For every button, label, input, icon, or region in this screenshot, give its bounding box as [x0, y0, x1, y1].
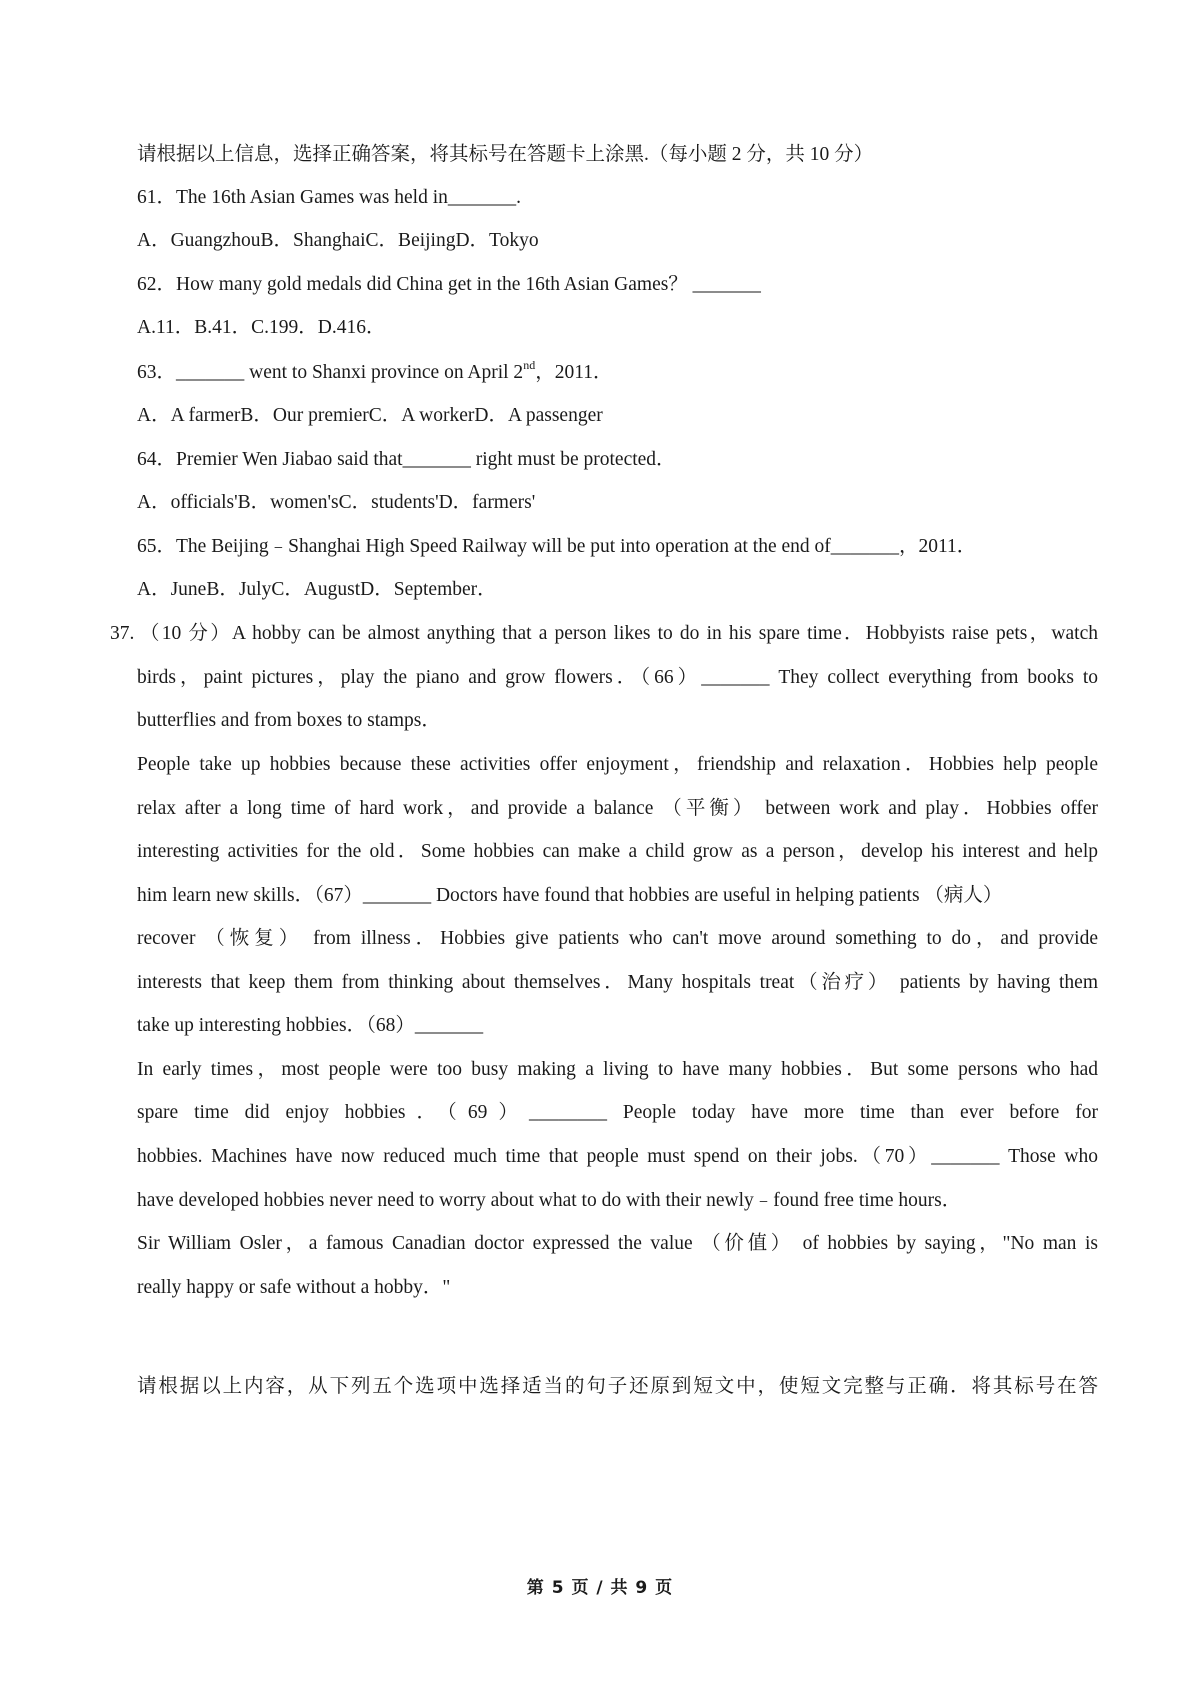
- question-63-stem: [137, 358, 613, 385]
- question-64-options: A．officials'B．women'sC．students'D．farmers': [137, 492, 536, 513]
- question-63-options: A．A farmerB．Our premierC．A workerD．A passenger: [137, 405, 603, 426]
- question-61-options: A．GuangzhouB．ShanghaiC．BeijingD．Tokyo: [137, 230, 539, 251]
- passage-line: Sir William Osler，a famous Canadian doctor expressed the value （价值） of hobbies by saying，"No man is: [137, 1233, 1098, 1254]
- passage-line: interesting activities for the old．Some hobbies can make a child grow as a person，develop his interest and help: [137, 841, 1098, 862]
- passage-line: him learn new skills．（67）_______ Doctors have found that hobbies are useful in helping patients （病人）: [137, 885, 1003, 906]
- passage-line: birds，paint pictures，play the piano and grow flowers．（66）_______ They collect everything from books to: [137, 667, 1098, 688]
- instruction-top: 请根据以上信息，选择正确答案，将其标号在答题卡上涂黑.（每小题 2 分，共 10 分）: [137, 144, 874, 165]
- question-62-stem: 62．How many gold medals did China get in the 16th Asian Games？ _______: [137, 274, 761, 295]
- passage-line: recover （恢复） from illness．Hobbies give patients who can't move around something to do，and provide: [137, 928, 1098, 949]
- question-63-superscript: nd: [523, 358, 536, 372]
- passage-line: relax after a long time of hard work，and provide a balance （平衡） between work and play．Hobbies offer: [137, 798, 1098, 819]
- question-63-stem-end: ，2011．: [535, 362, 613, 383]
- question-63-stem-text: 63．_______ went to Shanxi province on April 2: [137, 362, 524, 383]
- question-65-options: A．JuneB．JulyC．AugustD．September．: [137, 579, 497, 600]
- question-65-stem: 65．The Beijing﹣Shanghai High Speed Railway will be put into operation at the end of_______，2011．: [137, 536, 977, 557]
- passage-line: really happy or safe without a hobby．": [137, 1277, 451, 1298]
- instruction-bottom: 请根据以上内容，从下列五个选项中选择适当的句子还原到短文中，使短文完整与正确．将其标号在答: [137, 1376, 1098, 1397]
- passage-line: People take up hobbies because these activities offer enjoyment，friendship and relaxation．Hobbies help people: [137, 754, 1098, 775]
- passage-line: In early times，most people were too busy making a living to have many hobbies．But some persons who had: [137, 1059, 1098, 1080]
- question-62-options: A.11．B.41．C.199．D.416．: [137, 317, 386, 338]
- passage-line: take up interesting hobbies．（68）_______: [137, 1015, 484, 1036]
- question-61-stem: 61．The 16th Asian Games was held in_______.: [137, 187, 521, 208]
- passage-line: butterflies and from boxes to stamps．: [137, 710, 441, 731]
- passage-line: have developed hobbies never need to worry about what to do with their newly﹣found free time hours．: [137, 1190, 962, 1211]
- passage-line: hobbies. Machines have now reduced much time that people must spend on their jobs.（70）_______ Those who: [137, 1146, 1098, 1167]
- page-footer: 第 5 页 / 共 9 页: [526, 1578, 674, 1598]
- passage-line: spare time did enjoy hobbies．（69）________ People today have more time than ever before for: [137, 1102, 1098, 1123]
- question-64-stem: 64．Premier Wen Jiabao said that_______ right must be protected．: [137, 449, 676, 470]
- passage-line: interests that keep them from thinking about themselves．Many hospitals treat（治疗） patients by having them: [137, 972, 1098, 993]
- passage-number: 37.: [110, 623, 135, 644]
- passage-line: （10 分）A hobby can be almost anything that a person likes to do in his spare time．Hobbyists raise pets，watch: [140, 623, 1098, 644]
